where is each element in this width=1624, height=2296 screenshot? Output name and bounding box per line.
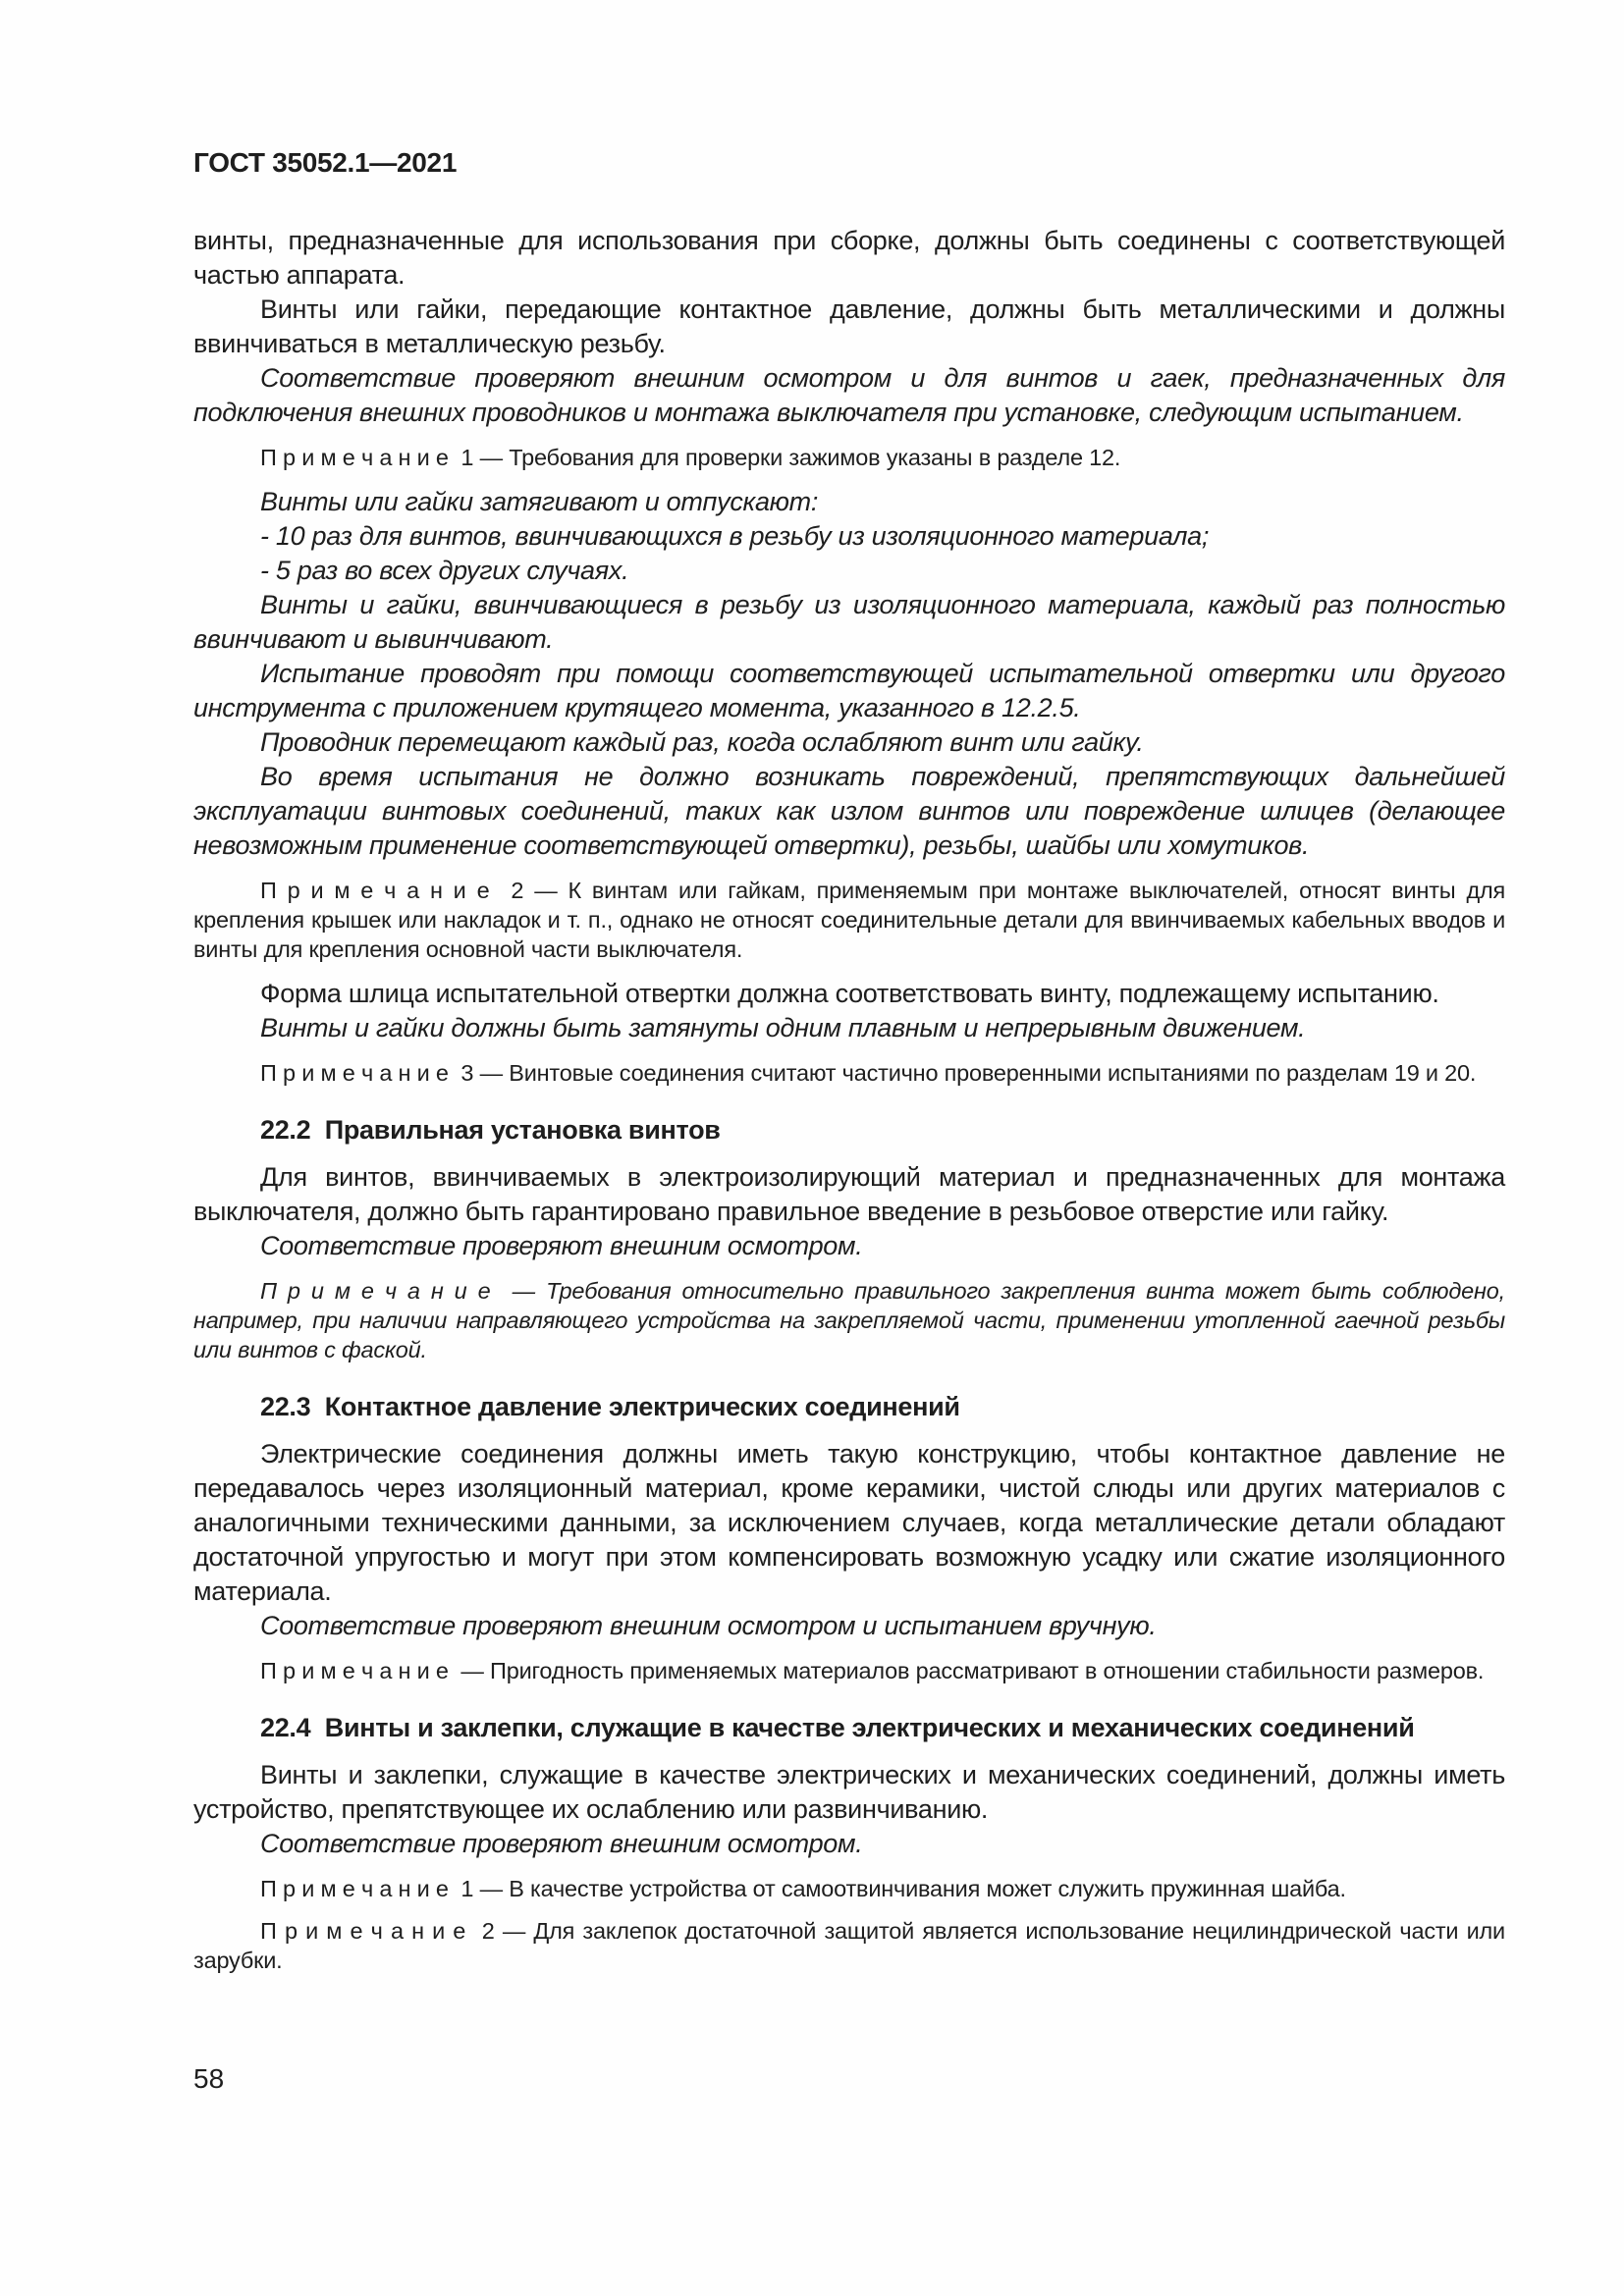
section-heading-22-3: 22.3 Контактное давление электрических соединений [260, 1392, 960, 1421]
list-item: - 10 раз для винтов, ввинчивающихся в резьбу из изоляционного материала; [260, 521, 1210, 551]
document-header: ГОСТ 35052.1—2021 [193, 147, 458, 178]
paragraph-italic: Винты и гайки должны быть затянуты одним плавным и непрерывным движением. [260, 1013, 1306, 1042]
note-3: П р и м е ч а н и е 3 — Винтовые соединения считают частично проверенными испытаниями по разделам 19 и 20. [260, 1060, 1477, 1086]
paragraph: Форма шлица испытательной отвертки должна соответствовать винту, подлежащему испытанию. [260, 979, 1439, 1008]
paragraph-italic: Соответствие проверяют внешним осмотром и для винтов и гаек, предназначенных для подключения внешних проводников и монтажа выключателя при установке, следующим испытанием. [193, 363, 1505, 427]
paragraph-italic: Соответствие проверяют внешним осмотром. [260, 1829, 863, 1858]
note-2: П р и м е ч а н и е 2 — К винтам или гайкам, применяемым при монтаже выключателей, относят винты для крепления крышек или накладок и т. п., однако не относят соединительные детали для ввинчиваемых кабельных вводов и винты для крепления основной части выключателя. [193, 878, 1505, 962]
paragraph-italic: Соответствие проверяют внешним осмотром и испытанием вручную. [260, 1611, 1157, 1640]
paragraph: Электрические соединения должны иметь такую конструкцию, чтобы контактное давление не передавалось через изоляционный материал, кроме керамики, чистой слюды или других материалов с аналогичными техническими данными, за исключением случаев, когда металлические детали обладают достаточной упругостью и могут при этом компенсировать возможную усадку или сжатие изоляционного материала. [193, 1439, 1505, 1606]
paragraph: Для винтов, ввинчиваемых в электроизолирующий материал и предназначенных для монтажа выключателя, должно быть гарантировано правильное введение в резьбовое отверстие или гайку. [193, 1162, 1505, 1226]
section-heading-22-2: 22.2 Правильная установка винтов [260, 1115, 721, 1145]
paragraph-italic: Соответствие проверяют внешним осмотром. [260, 1231, 863, 1260]
paragraph: Винты или гайки, передающие контактное давление, должны быть металлическими и должны ввинчиваться в металлическую резьбу. [193, 294, 1505, 358]
paragraph-italic: Винты или гайки затягивают и отпускают: [260, 487, 819, 516]
list-item: - 5 раз во всех других случаях. [260, 556, 629, 585]
paragraph-italic: Во время испытания не должно возникать повреждений, препятствующих дальнейшей эксплуатации винтовых соединений, таких как излом винтов или повреждение шлицев (делающее невозможным применение соответствующей отвертки), резьбы, шайбы или хомутиков. [193, 762, 1505, 860]
note-1: П р и м е ч а н и е 1 — Требования для проверки зажимов указаны в разделе 12. [260, 445, 1121, 470]
paragraph-italic: Испытание проводят при помощи соответствующей испытательной отвертки или другого инструмента с приложением крутящего момента, указанного в 12.2.5. [193, 659, 1505, 722]
paragraph: винты, предназначенные для использования при сборке, должны быть соединены с соответствующей частью аппарата. [193, 226, 1505, 290]
paragraph-italic: Проводник перемещают каждый раз, когда ослабляют винт или гайку. [260, 727, 1144, 757]
page-number: 58 [193, 2063, 225, 2094]
note: П р и м е ч а н и е — Пригодность применяемых материалов рассматривают в отношении стабильности размеров. [260, 1658, 1485, 1683]
note-2: П р и м е ч а н и е 2 — Для заклепок достаточной защитой является использование нецилиндрической части или зарубки. [193, 1918, 1505, 1973]
paragraph-italic: Винты и гайки, ввинчивающиеся в резьбу из изоляционного материала, каждый раз полностью ввинчивают и вывинчивают. [193, 590, 1505, 654]
note-1: П р и м е ч а н и е 1 — В качестве устройства от самоотвинчивания может служить пружинная шайба. [260, 1876, 1346, 1901]
section-heading-22-4: 22.4 Винты и заклепки, служащие в качестве электрических и механических соединений [260, 1713, 1415, 1742]
paragraph: Винты и заклепки, служащие в качестве электрических и механических соединений, должны иметь устройство, препятствующее их ослаблению или развинчиванию. [193, 1760, 1505, 1824]
note: П р и м е ч а н и е — Требования относительно правильного закрепления винта может быть соблюдено, например, при наличии направляющего устройства на закрепляемой части, применении утопленной гаечной резьбы или винтов с фаской. [193, 1278, 1505, 1362]
